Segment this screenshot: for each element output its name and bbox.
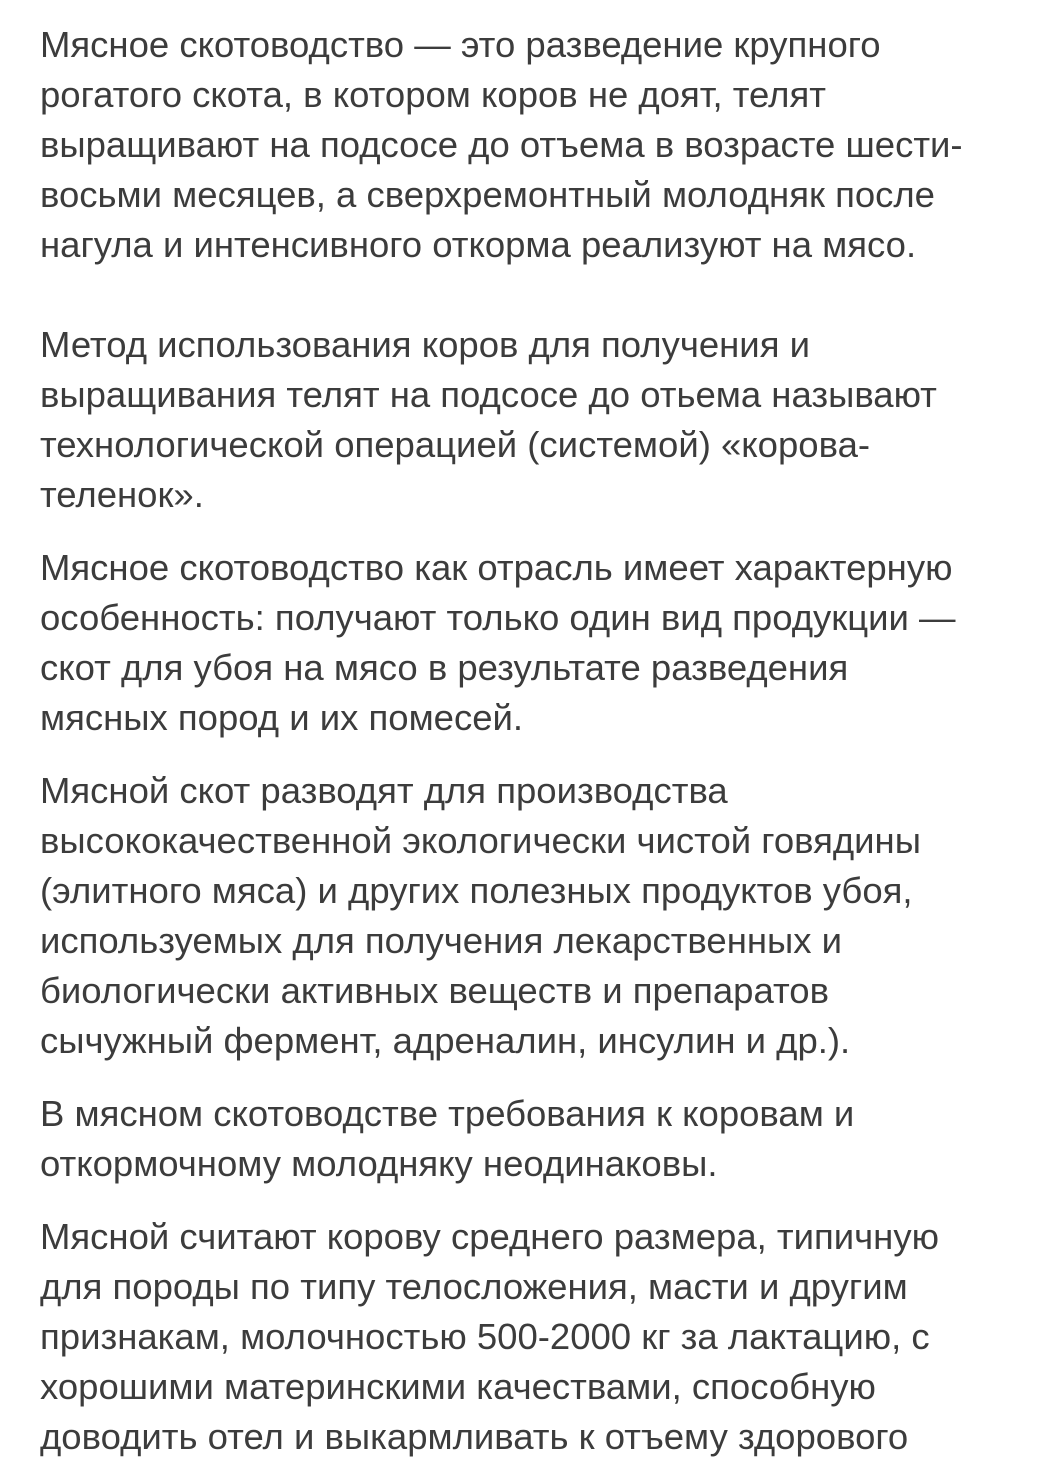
paragraph-1: Мясное скотоводство — это разведение крупного рогатого скота, в котором коров не доят, телят выращивают на подсосе до отъема в возрасте шести- восьми месяцев, а сверхремонтный молодняк после нагула и интенсивного откорма реализуют на мясо.: [40, 24, 963, 265]
article-body: [40, 20, 1040, 1462]
paragraph-3: Мясное скотоводство как отрасль имеет характерную особенность: получают только один вид продукции — скот для убоя на мясо в результате разведения мясных пород и их помесей.: [40, 547, 956, 738]
paragraph-2: Метод использования коров для получения и выращивания телят на подсосе до отьема называют технологической операцией (системой) «корова- теленок».: [40, 324, 937, 515]
paragraph-6: Мясной считают корову среднего размера, типичную для породы по типу телосложения, масти и другим признакам, молочностью 500-2000 кг за лактацию, с хорошими материнскими качествами, способную доводить отел и выкармливать к отъему здорового: [40, 1216, 939, 1457]
paragraph-5: В мясном скотоводстве требования к коровам и откормочному молодняку неодинаковы.: [40, 1093, 855, 1184]
paragraph-4: Мясной скот разводят для производства высококачественной экологически чистой говядины (элитного мяса) и других полезных продуктов убоя, используемых для получения лекарственных и биологически активных веществ и препаратов сычужный фермент, адреналин, инсулин и др.).: [40, 770, 921, 1061]
